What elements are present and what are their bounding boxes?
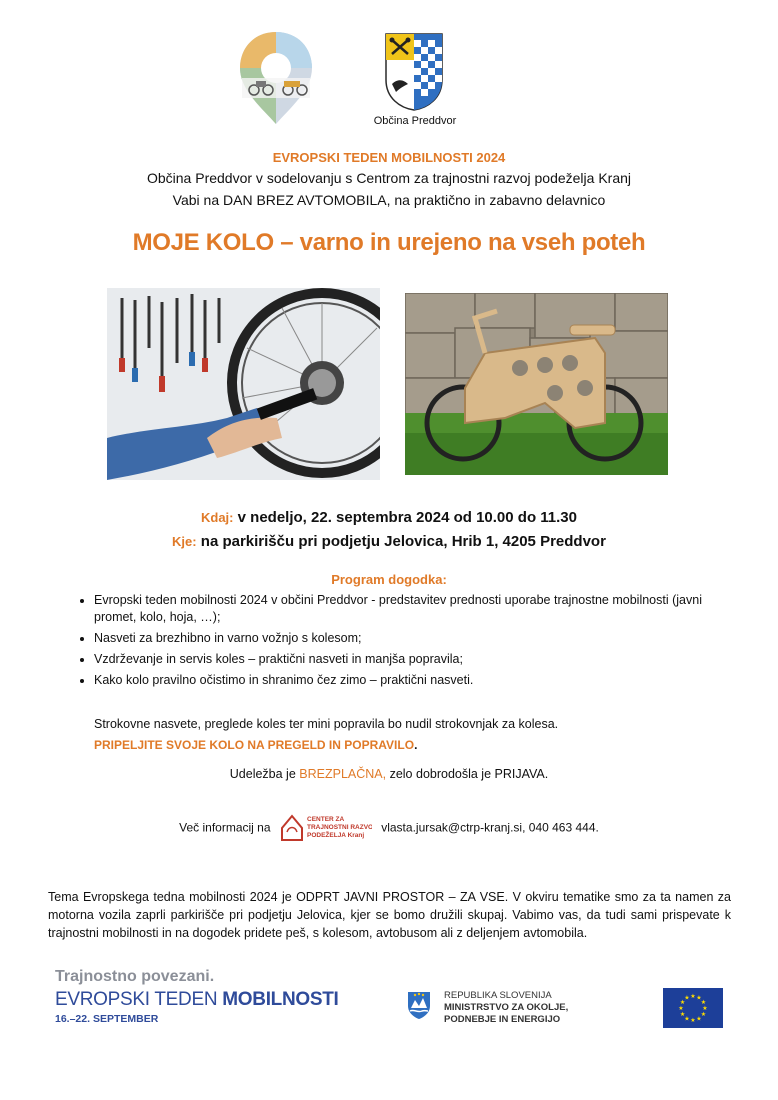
ministry-line-1: REPUBLIKA SLOVENIJA [444, 990, 552, 1001]
eu-stars-icon [663, 988, 723, 1028]
ets-title-a: EVROPSKI TEDEN [55, 989, 223, 1010]
svg-text:★: ★ [690, 993, 696, 1000]
event-eyebrow: EVROPSKI TEDEN MOBILNOSTI 2024 [272, 150, 506, 165]
headline: MOJE KOLO – varno in urejeno na vseh poteh [132, 229, 646, 256]
ets-title-b: MOBILNOSTI [222, 989, 339, 1010]
expert-advice-text: Strokovne nasvete, preglede koles ter mini popravila bo nudil strokovnjak za kolesa. [94, 717, 559, 731]
attendance-suffix: zelo dobrodošla je PRIJAVA. [386, 767, 549, 781]
svg-text:★: ★ [700, 999, 707, 1006]
contact-info: vlasta.jursak@ctrp-kranj.si, 040 463 444. [381, 820, 599, 835]
theme-paragraph: Tema Evropskega tedna mobilnosti 2024 je ODPRT JAVNI PROSTOR – ZA VSE. V okviru tematike smo za ta namen za motorna vozila zaprli parkirišče pri podjetju Jelovica, kjer se bomo družili skupaj. Vabimo vas, da tudi sami prispevate k trajnostni mobilnosti in na dogodek pridete peš, s kolesom, avtobusom ali z deljenjem avtomobila. [48, 890, 731, 940]
attendance-text [0, 767, 778, 781]
bring-bike-text: PRIPELJITE SVOJE KOLO NA PREGELD IN POPRAVILO [94, 738, 415, 752]
preddvor-coat-of-arms [384, 32, 444, 112]
program-list [70, 592, 714, 693]
program-item: • Kako kolo pravilno očistimo in shranimo čez zimo – praktični nasveti. [94, 672, 714, 689]
ctrp-logo-line-2: TRAJNOSTNI RAZVOJ [306, 824, 372, 831]
ets-title [55, 989, 355, 1011]
svg-text:★: ★ [702, 1005, 708, 1012]
ministry-line-3: PODNEBJE IN ENERGIJO [444, 1014, 561, 1025]
event-when [0, 509, 778, 526]
svg-text:★: ★ [700, 1011, 707, 1018]
attendance-prefix: Udeležba je [229, 767, 300, 781]
bring-bike-callout [94, 738, 694, 752]
attendance-free: BREZPLAČNA, [299, 767, 387, 781]
svg-text:★: ★ [679, 1011, 686, 1018]
slovenia-emblem-icon [406, 990, 432, 1020]
intro-line-2: Vabi na DAN BREZ AVTOMOBILA, na praktično in zabavno delavnico [172, 192, 606, 208]
when-value: v nedeljo, 22. septembra 2024 od 10.00 do 11.30 [233, 509, 577, 526]
more-info-prefix: Več informacij na [179, 820, 271, 835]
ctrp-logo [280, 812, 372, 845]
wooden-bike-photo [405, 293, 668, 475]
more-info [0, 812, 778, 845]
event-where [0, 533, 778, 550]
ctrp-logo-line-3: PODEŽELJA Kranj [306, 832, 365, 839]
program-item: • Evropski teden mobilnosti 2024 v občini Preddvor - predstavitev prednosti uporabe trajnostne mobilnosti (javni promet, kolo, hoja, …); [94, 592, 714, 626]
mobility-week-footer-logo [55, 968, 355, 1025]
intro-line-1: Občina Preddvor v sodelovanju s Centrom za trajnostni razvoj podeželja Kranj [146, 170, 632, 186]
where-value: na parkirišču pri podjetju Jelovica, Hrib 1, 4205 Preddvor [196, 533, 606, 550]
svg-text:★: ★ [696, 1015, 702, 1023]
svg-text:★: ★ [679, 999, 686, 1006]
svg-text:★: ★ [678, 1005, 684, 1012]
ets-dates: 16.–22. SEPTEMBER [55, 1013, 159, 1025]
program-item: • Nasveti za brezhibno in varno vožnjo s kolesom; [94, 630, 714, 647]
svg-text:★: ★ [690, 1017, 696, 1024]
svg-text:★: ★ [684, 994, 690, 1002]
mobility-week-logo [236, 28, 316, 126]
ets-tagline: Trajnostno povezani. [55, 968, 215, 985]
municipality-caption: Občina Preddvor [373, 115, 457, 127]
when-label: Kdaj: [200, 510, 234, 525]
ministry-line-2: MINISTRSTVO ZA OKOLJE, [444, 1002, 569, 1013]
ministry-logo [406, 990, 586, 1025]
svg-text:★: ★ [684, 1015, 690, 1023]
ctrp-logo-line-1: CENTER ZA [306, 816, 345, 823]
eu-flag [663, 988, 723, 1028]
where-label: Kje: [172, 534, 197, 549]
program-title: Program dogodka: [331, 572, 447, 587]
bring-bike-dot: . [414, 738, 418, 752]
program-item: • Vzdrževanje in servis koles – praktični nasveti in manjša popravila; [94, 651, 714, 668]
bike-repair-photo [107, 288, 380, 480]
svg-text:★: ★ [696, 994, 702, 1002]
